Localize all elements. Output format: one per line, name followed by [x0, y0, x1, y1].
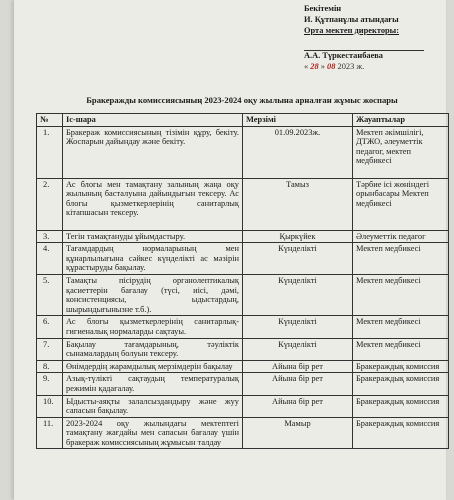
table-row — [37, 243, 449, 275]
row-responsible: Бракераждық комиссия — [353, 395, 449, 417]
row-number: 2. — [37, 178, 63, 230]
approval-date — [304, 62, 454, 73]
row-deadline: Күнделікті — [243, 338, 353, 360]
row-responsible: Мектеп медбикесі — [353, 316, 449, 338]
table-row — [37, 178, 449, 230]
row-deadline: Күнделікті — [243, 243, 353, 275]
row-responsible: Бракераждық комиссия — [353, 417, 449, 449]
row-activity: Ас блогы қызметкерлерінің санитарлық-гигиеналық нормаларды сақтауы. — [63, 316, 243, 338]
row-deadline: Айына бір рет — [243, 373, 353, 395]
row-activity: Ыдысты-аяқты залалсыздандыру және жуу сапасын бақылау. — [63, 395, 243, 417]
row-responsible: Мектеп медбикесі — [353, 243, 449, 275]
row-activity: Бақылау тағамдарының, тәуліктік сынамалардың болуын тексеру. — [63, 338, 243, 360]
row-number: 5. — [37, 274, 63, 315]
row-deadline: Айына бір рет — [243, 395, 353, 417]
row-responsible: Тәрбие ісі жөніндегі орынбасары Мектеп медбикесі — [353, 178, 449, 230]
row-activity: 2023-2024 оқу жылындағы мектептегі тамақтану жағдайы мен сапасын бағалау үшін бракераж комиссиясының жұмысын талдау — [63, 417, 243, 449]
row-responsible: Мектеп әкімшілігі, ДТЖО, әлеуметтік педагог, мектеп медбикесі — [353, 126, 449, 178]
row-deadline: Мамыр — [243, 417, 353, 449]
row-activity: Тегін тамақтануды ұйымдастыру. — [63, 230, 243, 243]
date-month: 08 — [327, 62, 336, 72]
date-day: 28 — [310, 62, 319, 72]
approval-heading: Бекітемін — [304, 4, 342, 13]
date-quote-open: « — [304, 62, 309, 72]
row-deadline: Айына бір рет — [243, 360, 353, 373]
row-activity: Тамақты пісірудің органолептикалық қасиеттерін бағалау (түсі, иісі, дәмі, консистенциясы, ыдыстардың, шырындығынызне т.б.). — [63, 274, 243, 315]
row-deadline: Күнделікті — [243, 274, 353, 315]
row-responsible: Мектеп медбикесі — [353, 274, 449, 315]
row-responsible: Әлеуметтік педагог — [353, 230, 449, 243]
row-activity: Тағамдардың нормаларының мен құнарлылығына сәйкес күнделікті ас мәзірін құрастыруды бақылау. — [63, 243, 243, 275]
table-header-row — [37, 114, 449, 127]
school-name: И. Құтпанұлы атындағы — [304, 14, 399, 24]
header-responsible: Жауаптылар — [353, 114, 449, 127]
table-row — [37, 126, 449, 178]
row-number: 3. — [37, 230, 63, 243]
row-responsible: Бракераждық комиссия — [353, 373, 449, 395]
row-number: 8. — [37, 360, 63, 373]
row-activity: Ас блогы мен тамақтану залының жаңа оқу жылының басталуына дайындығын тексеру. Ас блогы қызметкерлерінің санитарлық кітапшасын тексеру. — [63, 178, 243, 230]
row-responsible: Бракераждық комиссия — [353, 360, 449, 373]
row-number: 1. — [37, 126, 63, 178]
approval-block — [304, 4, 454, 73]
table-row — [37, 230, 449, 243]
row-activity: Өнімдердің жарамдылық мерзімдерін бақылау — [63, 360, 243, 373]
director-name: А.А. Түркестанбаева — [304, 51, 383, 61]
header-deadline: Мерзімі — [243, 114, 353, 127]
date-year: 2023 ж. — [337, 62, 365, 72]
row-number: 7. — [37, 338, 63, 360]
table-row — [37, 395, 449, 417]
table-row — [37, 274, 449, 315]
row-deadline: Қыркүйек — [243, 230, 353, 243]
document-page — [14, 0, 446, 500]
row-activity: Бракераж комиссиясының тізімін құру, бекіту. Жоспарын дайындау және бекіту. — [63, 126, 243, 178]
table-row — [37, 373, 449, 395]
row-deadline: Күнделікті — [243, 316, 353, 338]
table-row — [37, 360, 449, 373]
header-number: № — [37, 114, 63, 127]
table-row — [37, 316, 449, 338]
header-activity: Іс-шара — [63, 114, 243, 127]
row-number: 11. — [37, 417, 63, 449]
document-title: Бракеражды комиссиясының 2023-2024 оқу жылына арналған жұмыс жоспары — [86, 95, 398, 105]
row-number: 9. — [37, 373, 63, 395]
date-quote-close: » — [320, 62, 325, 72]
row-deadline: Тамыз — [243, 178, 353, 230]
row-responsible: Мектеп медбикесі — [353, 338, 449, 360]
work-plan-table — [36, 113, 449, 449]
signature-line — [304, 36, 424, 51]
table-row — [37, 338, 449, 360]
row-deadline: 01.09.2023ж. — [243, 126, 353, 178]
row-activity: Азық-түлікті сақтаудың температуралық режимін қадағалау. — [63, 373, 243, 395]
row-number: 4. — [37, 243, 63, 275]
row-number: 6. — [37, 316, 63, 338]
table-row — [37, 417, 449, 449]
row-number: 10. — [37, 395, 63, 417]
director-title: Орта мектеп директоры: — [304, 25, 399, 35]
